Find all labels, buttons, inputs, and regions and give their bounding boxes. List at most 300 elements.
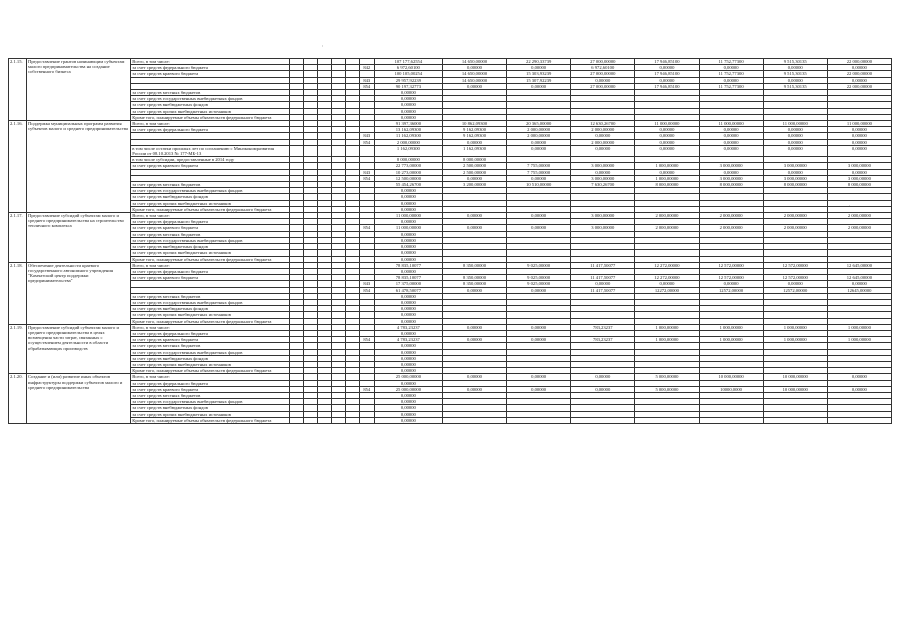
year-amount: 0,00000: [827, 133, 891, 139]
year-amount: 11 000,00000: [827, 121, 891, 127]
section-title: Предоставление субсидий субъектам малого и среднего предпринимательства на строительство тепличного комплекса: [27, 213, 131, 263]
year-amount: 9 025,00000: [507, 281, 571, 287]
year-amount: 8 000,00000: [827, 182, 891, 188]
total-amount: 0,00000: [374, 355, 442, 361]
year-amount: 2 000,00000: [571, 127, 635, 133]
year-amount: 0,00000: [763, 77, 827, 83]
year-amount: 2 000,00000: [827, 225, 891, 231]
total-amount: 22 773,00000: [374, 163, 442, 169]
blank-cell: [317, 417, 331, 423]
total-amount: 0,00000: [374, 114, 442, 120]
total-amount: 107 177,62554: [374, 59, 442, 65]
year-amount: 3 000,00000: [827, 163, 891, 169]
funding-source-label: Кроме того, планируемые объемы обязательств федерального бюджета: [131, 114, 289, 120]
year-amount: 1 162,09300: [442, 145, 506, 156]
year-amount: 0,00000: [763, 281, 827, 287]
year-amount: 2 000,00000: [699, 225, 763, 231]
budget-code: 843: [359, 281, 374, 287]
year-amount: 0,00000: [571, 374, 635, 380]
budget-code: 854: [359, 175, 374, 181]
total-amount: 11 162,09300: [374, 133, 442, 139]
total-amount: 0,00000: [374, 90, 442, 96]
year-amount: 11 752,77300: [699, 59, 763, 65]
funding-source-label: за счет средств внебюджетных фондов: [131, 306, 289, 312]
funding-source-label: в том числе остатки прошлых лет по соглашению с Минэкономразвития России от 08.10.2013 № 177-МБ-13: [131, 145, 289, 156]
total-amount: 29 957,92239: [374, 77, 442, 83]
year-amount: 3 000,00000: [827, 175, 891, 181]
year-amount: 7 630,26700: [571, 182, 635, 188]
year-amount: 27 000,00000: [571, 83, 635, 89]
year-amount: 22 000,00000: [827, 71, 891, 77]
year-amount: 0,00000: [507, 83, 571, 89]
total-amount: 0,00000: [374, 200, 442, 206]
year-amount: [442, 417, 506, 423]
year-amount: 10 862,09300: [442, 121, 506, 127]
funding-source-label: за счет средств краевого бюджета: [131, 337, 289, 343]
year-amount: 0,00000: [507, 145, 571, 156]
total-amount: 0,00000: [374, 312, 442, 318]
year-amount: 2 000,00000: [571, 139, 635, 145]
funding-source-label: Всего, в том числе:: [131, 213, 289, 219]
total-amount: 10 273,00000: [374, 169, 442, 175]
year-amount: 20 365,00000: [507, 121, 571, 127]
year-amount: 0,00000: [571, 133, 635, 139]
total-amount: 0,00000: [374, 399, 442, 405]
year-amount: 11 000,00000: [763, 121, 827, 127]
year-amount: 2 000,00000: [507, 127, 571, 133]
funding-source-label: Всего, в том числе:: [131, 324, 289, 330]
year-amount: 17 946,85100: [635, 71, 699, 77]
total-amount: 0,00000: [374, 368, 442, 374]
year-amount: 2 000,00000: [763, 225, 827, 231]
funding-source-label: за счет средств местных бюджетов: [131, 182, 289, 188]
funding-source-label: Кроме того, планируемые объемы обязательств федерального бюджета: [131, 318, 289, 324]
blank-cell: [317, 145, 331, 156]
blank-cell: [331, 417, 345, 423]
year-amount: 0,00000: [442, 386, 506, 392]
year-amount: 9 025,00000: [507, 275, 571, 281]
year-amount: 0,00000: [699, 139, 763, 145]
year-amount: 0,00000: [763, 127, 827, 133]
year-amount: 0,00000: [699, 145, 763, 156]
total-amount: 12 500,00000: [374, 175, 442, 181]
budget-code: [359, 417, 374, 423]
funding-source-label: Всего, в том числе:: [131, 59, 289, 65]
funding-source-label: за счет средств государственных внебюджетных фондов: [131, 96, 289, 102]
total-amount: 0,00000: [374, 380, 442, 386]
total-amount: 61 478,50077: [374, 287, 442, 293]
year-amount: 0,00000: [507, 175, 571, 181]
funding-source-label: за счет средств государственных внебюджетных фондов: [131, 349, 289, 355]
total-amount: 0,00000: [374, 256, 442, 262]
total-amount: 91 397,36000: [374, 121, 442, 127]
funding-source-label: за счет средств федерального бюджета: [131, 268, 289, 274]
year-amount: 17 946,85100: [635, 59, 699, 65]
total-amount: 0,00000: [374, 405, 442, 411]
year-amount: 0,00000: [699, 65, 763, 71]
year-amount: 0,00000: [571, 281, 635, 287]
year-amount: 12 645,00000: [827, 262, 891, 268]
funding-source-label: за счет средств краевого бюджета: [131, 225, 289, 231]
total-amount: 0,00000: [374, 343, 442, 349]
budget-code: 854: [359, 139, 374, 145]
budget-code: 854: [359, 287, 374, 293]
budget-code: 854: [359, 386, 374, 392]
funding-source-label: за счет средств прочих внебюджетных источников: [131, 312, 289, 318]
total-amount: 0,00000: [374, 411, 442, 417]
funding-source-label: Кроме того, планируемые объемы обязательств федерального бюджета: [131, 368, 289, 374]
year-amount: 0,00000: [571, 386, 635, 392]
year-amount: 22 000,00000: [827, 83, 891, 89]
budget-table-sheet: [8, 58, 892, 424]
year-amount: 9 515,30135: [763, 59, 827, 65]
year-amount: 3 000,00000: [571, 163, 635, 169]
year-amount: 0,00000: [827, 145, 891, 156]
funding-source-label: Кроме того, планируемые объемы обязательств федерального бюджета: [131, 256, 289, 262]
funding-source-label: за счет средств местных бюджетов: [131, 90, 289, 96]
year-amount: 0,00000: [827, 65, 891, 71]
funding-source-label: за счет средств краевого бюджета: [131, 163, 289, 169]
year-amount: 0,00000: [699, 169, 763, 175]
year-amount: 0,00000: [635, 127, 699, 133]
funding-source-label: Всего, в том числе:: [131, 262, 289, 268]
funding-source-label: Всего, в том числе:: [131, 121, 289, 127]
section-number: 2.1.15.: [9, 59, 27, 121]
funding-source-label: за счет средств местных бюджетов: [131, 392, 289, 398]
funding-source-label: за счет средств внебюджетных фондов: [131, 102, 289, 108]
year-amount: 1 000,00000: [763, 324, 827, 330]
funding-source-label: за счет средств государственных внебюджетных фондов: [131, 188, 289, 194]
year-amount: 12645,00000: [827, 287, 891, 293]
year-amount: [507, 417, 571, 423]
total-amount: 0,00000: [374, 96, 442, 102]
year-amount: 0,00000: [507, 139, 571, 145]
year-amount: 2 000,00000: [635, 225, 699, 231]
year-amount: 783,23237: [571, 324, 635, 330]
total-amount: 6 972,60100: [374, 65, 442, 71]
year-amount: 0,00000: [507, 287, 571, 293]
budget-code: 843: [359, 77, 374, 83]
year-amount: 11 000,00000: [635, 121, 699, 127]
budget-code: 854: [359, 225, 374, 231]
year-amount: 0,00000: [442, 287, 506, 293]
year-amount: 3 000,00000: [571, 225, 635, 231]
year-amount: 1 000,00000: [827, 337, 891, 343]
year-amount: 14 650,00000: [442, 77, 506, 83]
year-amount: 3 000,00000: [763, 175, 827, 181]
funding-source-label: за счет средств федерального бюджета: [131, 219, 289, 225]
funding-source-label: за счет средств федерального бюджета: [131, 330, 289, 336]
total-amount: 1 162,09300: [374, 145, 442, 156]
blank-cell: [303, 145, 317, 156]
year-amount: 2 000,00000: [635, 213, 699, 219]
year-amount: [699, 417, 763, 423]
total-amount: 0,00000: [374, 188, 442, 194]
total-amount: 90 197,32773: [374, 83, 442, 89]
year-amount: 10 510,00000: [507, 182, 571, 188]
total-amount: 0,00000: [374, 108, 442, 114]
funding-source-label: за счет средств местных бюджетов: [131, 231, 289, 237]
year-amount: 8 350,00000: [442, 262, 506, 268]
year-amount: 14 650,00000: [442, 71, 506, 77]
year-amount: 17 946,85100: [635, 83, 699, 89]
total-amount: 78 835,10077: [374, 262, 442, 268]
funding-source-label: Кроме того, планируемые объемы обязательств федерального бюджета: [131, 206, 289, 212]
year-amount: 5 000,00000: [635, 374, 699, 380]
year-amount: 0,00000: [635, 133, 699, 139]
year-amount: [827, 417, 891, 423]
year-amount: 0,00000: [699, 133, 763, 139]
section-number: 2.1.20.: [9, 374, 27, 424]
year-amount: 9 162,09300: [442, 133, 506, 139]
year-amount: 12572,00000: [699, 287, 763, 293]
year-amount: 0,00000: [442, 324, 506, 330]
year-amount: 9 515,30135: [763, 83, 827, 89]
total-amount: 8 000,00000: [374, 157, 442, 163]
total-amount: 0,00000: [374, 299, 442, 305]
year-amount: 1 000,00000: [635, 324, 699, 330]
funding-source-label: за счет средств прочих внебюджетных источников: [131, 361, 289, 367]
total-amount: 0,00000: [374, 250, 442, 256]
total-amount: 11 000,00000: [374, 225, 442, 231]
section-number: 2.1.16.: [9, 121, 27, 213]
budget-code: 854: [359, 83, 374, 89]
total-amount: 55 454,26700: [374, 182, 442, 188]
year-amount: 0,00000: [827, 386, 891, 392]
total-amount: 4 783,23237: [374, 324, 442, 330]
year-amount: 12 572,00000: [763, 262, 827, 268]
funding-source-label: за счет средств государственных внебюджетных фондов: [131, 237, 289, 243]
year-amount: 0,00000: [827, 77, 891, 83]
section-title: Предоставление субсидий субъектам малого и среднего предпринимательства в целях возмещения части затрат, связанных с осуществлением деятельности в области обрабатывающих производств: [27, 324, 131, 374]
budget-code: 843: [359, 169, 374, 175]
year-amount: 1 000,00000: [635, 163, 699, 169]
year-amount: 2 500,00000: [442, 169, 506, 175]
funding-source-label: за счет средств федерального бюджета: [131, 65, 289, 71]
year-amount: 11 000,00000: [699, 121, 763, 127]
year-amount: 0,00000: [763, 65, 827, 71]
funding-source-label: за счет средств прочих внебюджетных источников: [131, 108, 289, 114]
funding-source-label: Кроме того, планируемые объемы обязательств федерального бюджета: [131, 417, 289, 423]
year-amount: 0,00000: [507, 65, 571, 71]
funding-source-label: за счет средств краевого бюджета: [131, 71, 289, 77]
blank-cell: [289, 417, 303, 423]
year-amount: 0,00000: [635, 77, 699, 83]
year-amount: 11 752,77300: [699, 71, 763, 77]
funding-source-label: за счет средств краевого бюджета: [131, 386, 289, 392]
total-amount: 0,00000: [374, 102, 442, 108]
year-amount: 10 000,00000: [763, 374, 827, 380]
funding-source-label: Всего, в том числе:: [131, 374, 289, 380]
year-amount: 1 000,00000: [635, 337, 699, 343]
budget-code: 842: [359, 65, 374, 71]
blank-cell: [345, 417, 359, 423]
year-amount: 0,00000: [442, 374, 506, 380]
year-amount: 3 000,00000: [699, 175, 763, 181]
year-amount: 2 000,00000: [827, 213, 891, 219]
year-amount: 0,00000: [635, 65, 699, 71]
year-amount: 3 000,00000: [571, 213, 635, 219]
year-amount: 3 000,00000: [571, 175, 635, 181]
year-amount: 0,00000: [442, 139, 506, 145]
year-amount: 0,00000: [827, 281, 891, 287]
total-amount: 0,00000: [374, 330, 442, 336]
year-amount: 0,00000: [699, 127, 763, 133]
total-amount: 0,00000: [374, 306, 442, 312]
total-amount: 25 000,00000: [374, 386, 442, 392]
blank-cell: [331, 145, 345, 156]
year-amount: 12 572,00000: [763, 275, 827, 281]
budget-code: 854: [359, 337, 374, 343]
year-amount: 3 000,00000: [763, 163, 827, 169]
budget-code: 843: [359, 133, 374, 139]
year-amount: 8 000,00000: [699, 182, 763, 188]
year-amount: 0,00000: [763, 133, 827, 139]
section-number: 2.1.18.: [9, 262, 27, 324]
year-amount: 0,00000: [442, 213, 506, 219]
year-amount: 1 000,00000: [827, 324, 891, 330]
year-amount: 0,00000: [442, 337, 506, 343]
year-amount: 12 630,26700: [571, 121, 635, 127]
total-amount: 0,00000: [374, 318, 442, 324]
total-amount: 0,00000: [374, 392, 442, 398]
year-amount: 0,00000: [507, 324, 571, 330]
section-title: Создание и (или) развитие иных объектов инфраструктуры поддержки субъектов малого и среднего предпринимательства: [27, 374, 131, 424]
total-amount: 100 105,00254: [374, 71, 442, 77]
budget-code: [359, 145, 374, 156]
year-amount: 783,23237: [571, 337, 635, 343]
year-amount: 10 000,00000: [699, 374, 763, 380]
year-amount: 11 417,50077: [571, 287, 635, 293]
year-amount: 27 000,00000: [571, 59, 635, 65]
year-amount: 0,00000: [571, 145, 635, 156]
funding-source-label: за счет средств федерального бюджета: [131, 380, 289, 386]
section-title: Обеспечение деятельности краевого государственного автономного учреждения "Камчатский центр поддержки предпринимательства": [27, 262, 131, 324]
year-amount: 0,00000: [571, 77, 635, 83]
year-amount: 0,00000: [827, 169, 891, 175]
year-amount: 12 272,00000: [635, 275, 699, 281]
budget-table: [8, 58, 892, 424]
year-amount: 5 000,00000: [635, 386, 699, 392]
year-amount: 8 000,00000: [442, 157, 506, 163]
total-amount: 0,00000: [374, 417, 442, 423]
table-row: [9, 145, 892, 156]
year-amount: 7 755,00000: [507, 169, 571, 175]
year-amount: 8 000,00000: [763, 182, 827, 188]
year-amount: 1 000,00000: [699, 324, 763, 330]
year-amount: 0,00000: [699, 281, 763, 287]
year-amount: 0,00000: [699, 77, 763, 83]
funding-source-label: за счет средств прочих внебюджетных источников: [131, 200, 289, 206]
year-amount: 12 572,00000: [699, 275, 763, 281]
section-title: Предоставление грантов начинающим субъектам малого предпринимательства на создание собственного бизнеса: [27, 59, 131, 121]
year-amount: 9 025,00000: [507, 262, 571, 268]
funding-source-label: за счет средств внебюджетных фондов: [131, 405, 289, 411]
total-amount: 0,00000: [374, 219, 442, 225]
total-amount: 0,00000: [374, 293, 442, 299]
year-amount: 9 162,09300: [442, 127, 506, 133]
year-amount: 0,00000: [763, 139, 827, 145]
year-amount: [635, 417, 699, 423]
total-amount: 17 375,00000: [374, 281, 442, 287]
year-amount: 6 972,60100: [571, 65, 635, 71]
section-number: 2.1.19.: [9, 324, 27, 374]
funding-source-label: в том числе субсидии, предоставленные в 2014 году: [131, 157, 289, 163]
funding-source-label: за счет средств прочих внебюджетных источников: [131, 250, 289, 256]
funding-source-label: за счет средств государственных внебюджетных фондов: [131, 299, 289, 305]
year-amount: 11 752,77300: [699, 83, 763, 89]
year-amount: 2 000,00000: [699, 213, 763, 219]
year-amount: 0,00000: [507, 213, 571, 219]
blank-cell: [303, 417, 317, 423]
table-row: [9, 417, 892, 423]
year-amount: 3 000,00000: [699, 163, 763, 169]
funding-source-label: за счет средств краевого бюджета: [131, 275, 289, 281]
year-amount: 0,00000: [507, 374, 571, 380]
blank-cell: [289, 145, 303, 156]
year-amount: 7 755,00000: [507, 163, 571, 169]
total-amount: 0,00000: [374, 244, 442, 250]
year-amount: [571, 417, 635, 423]
year-amount: 1 000,00000: [699, 337, 763, 343]
year-amount: 10 000,00000: [763, 386, 827, 392]
total-amount: 78 835,10077: [374, 275, 442, 281]
year-amount: 9 515,30135: [763, 71, 827, 77]
year-amount: 27 000,00000: [571, 71, 635, 77]
year-amount: 0,00000: [571, 169, 635, 175]
year-amount: 8 000,00000: [635, 182, 699, 188]
year-amount: 3 200,00000: [442, 182, 506, 188]
year-amount: 14 650,00000: [442, 59, 506, 65]
section-number: 2.1.17.: [9, 213, 27, 263]
year-amount: 0,00000: [442, 65, 506, 71]
year-amount: 15 307,92239: [507, 77, 571, 83]
year-amount: 11 417,50077: [571, 262, 635, 268]
total-amount: 0,00000: [374, 361, 442, 367]
year-amount: 2 500,00000: [442, 163, 506, 169]
year-amount: 0,00000: [507, 386, 571, 392]
year-amount: 0,00000: [507, 337, 571, 343]
total-amount: 0,00000: [374, 349, 442, 355]
total-amount: 2 000,00000: [374, 139, 442, 145]
year-amount: 0,00000: [635, 145, 699, 156]
year-amount: 0,00000: [635, 139, 699, 145]
funding-source-label: за счет средств прочих внебюджетных источников: [131, 411, 289, 417]
year-amount: [763, 417, 827, 423]
blank-cell: [345, 145, 359, 156]
year-amount: 0,00000: [763, 145, 827, 156]
year-amount: 10000,0000: [699, 386, 763, 392]
year-amount: 0,00000: [763, 169, 827, 175]
year-amount: 22 000,00000: [827, 59, 891, 65]
year-amount: 0,00000: [827, 127, 891, 133]
funding-source-label: за счет средств федерального бюджета: [131, 127, 289, 133]
total-amount: 0,00000: [374, 231, 442, 237]
year-amount: 22 290,33739: [507, 59, 571, 65]
total-amount: 11 000,00000: [374, 213, 442, 219]
funding-source-label: за счет средств местных бюджетов: [131, 293, 289, 299]
year-amount: 0,00000: [507, 225, 571, 231]
year-amount: 2 000,00000: [763, 213, 827, 219]
year-amount: 12272,00000: [635, 287, 699, 293]
total-amount: 0,00000: [374, 194, 442, 200]
funding-source-label: за счет средств внебюджетных фондов: [131, 194, 289, 200]
year-amount: 0,00000: [827, 139, 891, 145]
page-mark-top: ': [322, 46, 323, 51]
year-amount: 12 572,00000: [699, 262, 763, 268]
year-amount: 1 000,00000: [763, 337, 827, 343]
year-amount: 12572,00000: [763, 287, 827, 293]
